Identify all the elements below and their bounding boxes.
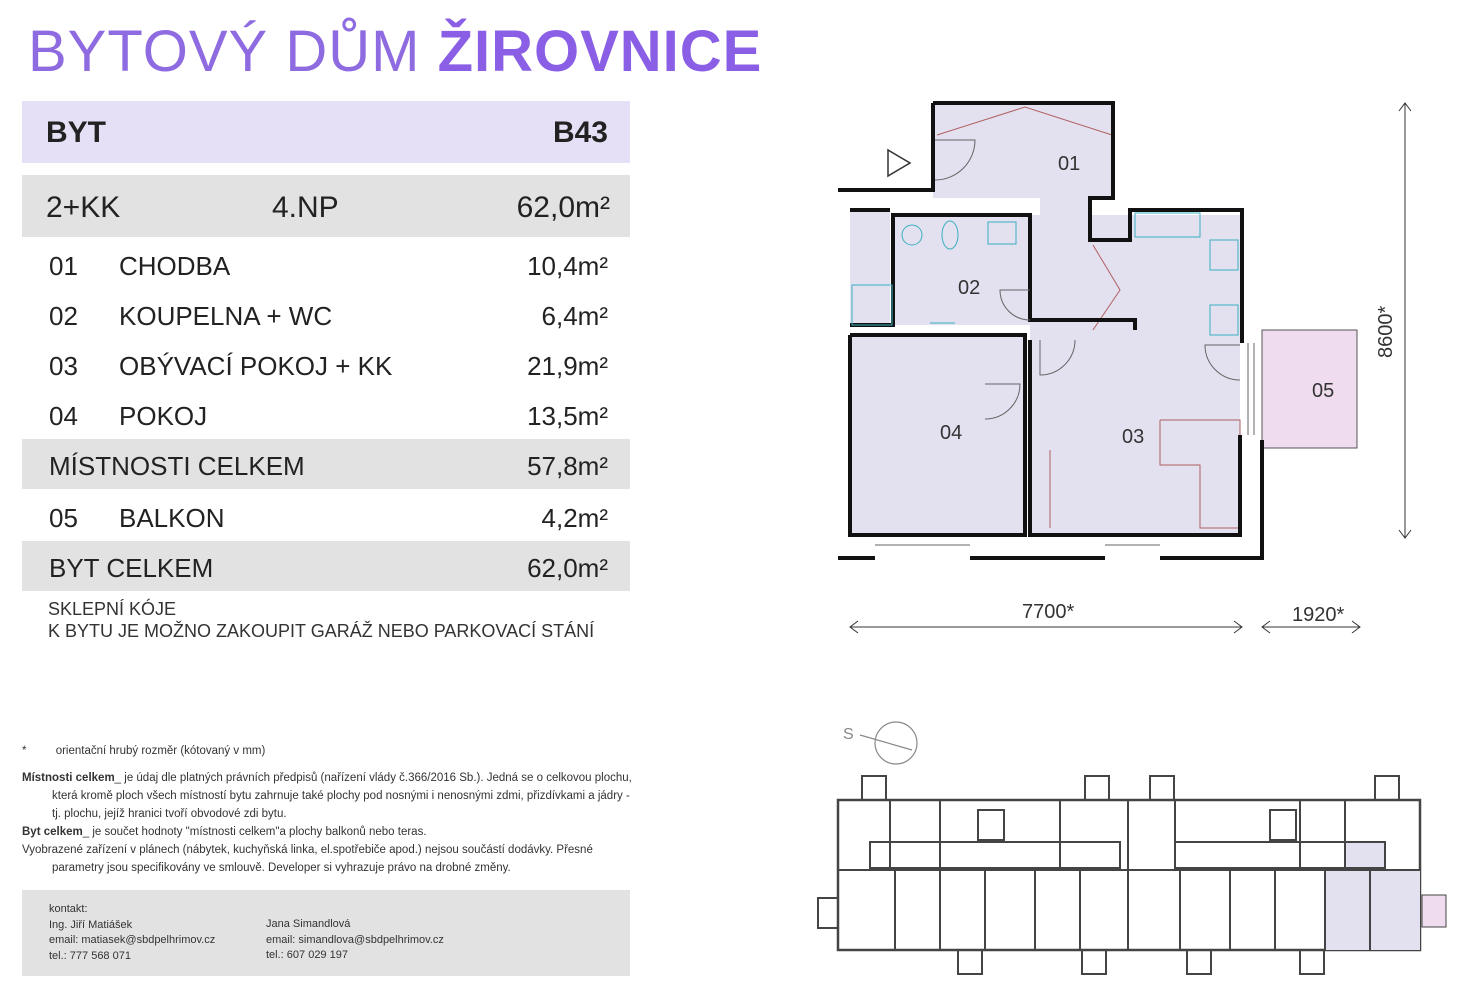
balcony-area: 4,2m²: [541, 503, 608, 533]
footnote-flat-label: Byt celkem: [22, 826, 83, 838]
dimension-width: 7700*: [1022, 601, 1075, 623]
room-area: 6,4m²: [541, 301, 608, 331]
rooms-total-label: MÍSTNOSTI CELKEM: [49, 451, 305, 481]
room-area: 13,5m²: [527, 401, 608, 431]
flat-label: BYT: [46, 116, 106, 149]
title-light: BYTOVÝ DŮM: [28, 19, 421, 84]
footnote-rooms-text-2: která kromě ploch všech místností bytu zahrnuje také plochy pod nosnými i nenosnými zdmi, přizdívkami a jádry -: [52, 790, 630, 802]
room-area: 21,9m²: [527, 351, 608, 381]
footnote-flat: Byt celkem_ je součet hodnoty "místnosti celkem"a plochy balkonů nebo teras.: [22, 826, 427, 838]
dimension-balcony: 1920*: [1292, 604, 1345, 626]
contact-label: kontakt:: [49, 903, 88, 915]
room-label-02: 02: [958, 277, 981, 299]
room-name: POKOJ: [119, 401, 208, 431]
room-label-04: 04: [940, 422, 963, 444]
footnote-flat-text: je součet hodnoty "místnosti celkem"a plochy balkonů nebo teras.: [92, 826, 427, 838]
compass-icon: [875, 722, 917, 764]
room-name: KOUPELNA + WC: [119, 301, 333, 331]
flat-type: 2+KK: [46, 191, 121, 224]
note-garage: K BYTU JE MOŽNO ZAKOUPIT GARÁŽ NEBO PARKOVACÍ STÁNÍ: [48, 621, 595, 641]
contact-name: Ing. Jiří Matiášek: [49, 918, 133, 931]
flat-total-label: BYT CELKEM: [49, 553, 214, 583]
compass-label: S: [843, 726, 854, 743]
contact-phone[interactable]: tel.: 607 029 197: [266, 949, 348, 961]
building-overview: [818, 776, 1446, 974]
room-name: CHODBA: [119, 251, 231, 281]
contact-email[interactable]: email: matiasek@sbdpelhrimov.cz: [49, 934, 216, 946]
flat-total-area: 62,0m²: [527, 553, 608, 583]
footnote-star-symbol: *: [22, 745, 27, 757]
rooms-total-area: 57,8m²: [527, 451, 608, 481]
footnote-equip-text-1: Vyobrazené zařízení v plánech (nábytek, kuchyňská linka, el.spotřebiče apod.) nejsou součástí dodávky. Přesné: [22, 844, 593, 856]
balcony-name: BALKON: [119, 503, 225, 533]
flat-code: B43: [552, 116, 608, 149]
balcony-number: 05: [49, 503, 78, 533]
footnote-rooms: Místnosti celkem_ je údaj dle platných právních předpisů (nařízení vlády č.366/2016 Sb.). Jedná se o celkovou plochu, která kromě ploch všech místností bytu zahrnuje také plochy pod nosnými i nenosnými zdmi, přizdívkami a jádry - tj. plochu, jejíž hranici tvoří obvodové zdi bytu.: [22, 769, 632, 823]
room-number: 02: [49, 301, 78, 331]
room-number: 04: [49, 401, 78, 431]
contact-phone[interactable]: tel.: 777 568 071: [49, 949, 131, 962]
footnote-rooms-text-1: je údaj dle platných právních předpisů (nařízení vlády č.366/2016 Sb.). Jedná se o celkovou plochu,: [124, 772, 632, 784]
contact-email[interactable]: email: simandlova@sbdpelhrimov.cz: [266, 933, 444, 946]
room-name: OBÝVACÍ POKOJ + KK: [119, 351, 393, 381]
room-label-01: 01: [1058, 153, 1081, 175]
flat-floor: 4.NP: [272, 191, 339, 224]
footnote-star-text: orientační hrubý rozměr (kótovaný v mm): [55, 745, 266, 757]
note-cellar: SKLEPNÍ KÓJE: [48, 599, 177, 619]
footnote-rooms-text-3: tj. plochu, jejíž hranici tvoří obvodové zdi bytu.: [52, 808, 287, 820]
contact-name: Jana Simandlová: [266, 918, 351, 930]
room-area: 10,4m²: [527, 251, 608, 281]
room-label-03: 03: [1122, 426, 1145, 448]
title-bold: ŽIROVNICE: [437, 19, 763, 84]
room-number: 03: [49, 351, 78, 381]
flat-area: 62,0m²: [516, 191, 610, 224]
footnote-rooms-label: Místnosti celkem: [22, 772, 115, 784]
footnote-equip-text-2: parametry jsou specifikovány ve smlouvě. Developer si vyhrazuje právo na drobné změny.: [52, 862, 511, 874]
room-number: 01: [49, 251, 78, 281]
dimension-height: 8600*: [1375, 305, 1397, 358]
room-label-05: 05: [1312, 380, 1335, 402]
